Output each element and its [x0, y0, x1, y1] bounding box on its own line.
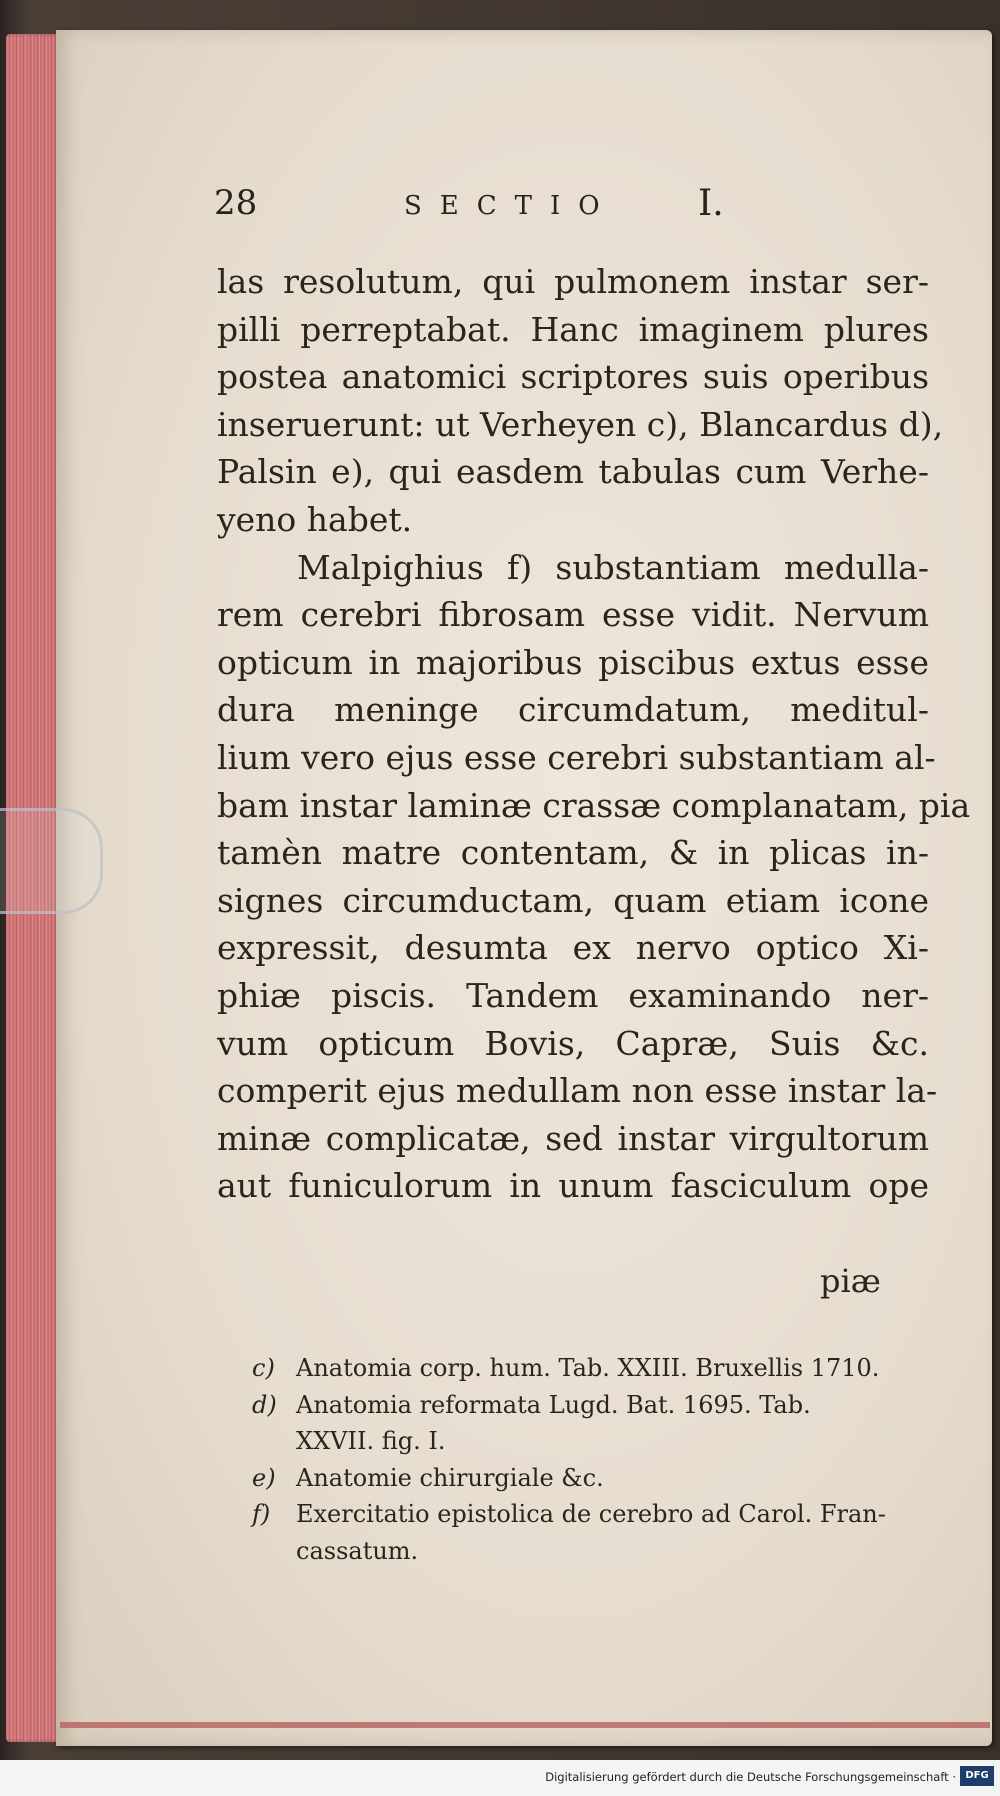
page-number: 28: [214, 183, 258, 223]
text-line: dura meninge circumdatum, meditul-: [217, 690, 929, 730]
text-line: rem cerebri fibrosam esse vidit. Nervum: [217, 595, 929, 635]
text-line: expressit, desumta ex nervo optico Xi-: [217, 928, 929, 968]
text-line: Palsin e), qui easdem tabulas cum Verhe-: [217, 452, 929, 492]
footnote-mark: f): [252, 1500, 271, 1528]
footnote-mark: e): [252, 1463, 276, 1492]
footnote: [252, 1460, 942, 1497]
text-line: signes circumductam, quam etiam icone: [217, 880, 929, 920]
footnote: [252, 1350, 942, 1387]
text-line: yeno habet.: [217, 499, 413, 539]
footnote-text: Anatomia corp. hum. Tab. XXIII. Bruxellis 1710.: [296, 1354, 880, 1382]
footnote-mark: c): [252, 1354, 275, 1382]
text-line: postea anatomici scriptores suis operibus: [217, 357, 929, 397]
footnote-continuation: cassatum.: [296, 1536, 419, 1565]
footnote-mark: d): [252, 1390, 277, 1419]
page-clip: [0, 808, 103, 914]
text-line: las resolutum, qui pulmonem instar ser-: [217, 262, 929, 301]
text-line: phiæ piscis. Tandem examinando ner-: [217, 975, 929, 1015]
footnote-continuation: XXVII. fig. I.: [296, 1427, 446, 1455]
catchword: piæ: [820, 1262, 881, 1300]
text-line: tamèn matre contentam, & in plicas in-: [217, 833, 929, 873]
footnotes: [252, 1350, 942, 1569]
footnote-text: Exercitatio epistolica de cerebro ad Carol. Fran-: [296, 1500, 886, 1528]
footnote: [252, 1496, 942, 1533]
footer-credit: Digitalisierung gefördert durch die Deutsche Forschungsgemeinschaft ·: [545, 1770, 956, 1784]
dfg-logo-icon: DFG: [960, 1766, 994, 1786]
text-line: opticum in majoribus piscibus extus esse: [217, 642, 929, 682]
section-number: I.: [698, 183, 724, 224]
footnote-text: Anatomie chirurgiale &c.: [296, 1463, 604, 1492]
page-bottom-edge: [60, 1722, 990, 1728]
section-title: SECTIO: [404, 191, 618, 221]
main-text: [217, 258, 971, 1210]
text-line: bam instar laminæ crassæ complanatam, pia: [217, 785, 971, 825]
footnote-text: Anatomia reformata Lugd. Bat. 1695. Tab.: [296, 1390, 811, 1419]
text-line: vum opticum Bovis, Capræ, Suis &c.: [217, 1023, 929, 1063]
text-line: pilli perreptabat. Hanc imaginem plures: [217, 309, 929, 349]
text-line: aut funiculorum in unum fasciculum ope: [217, 1166, 929, 1206]
footnote: [252, 1387, 942, 1424]
text-line: comperit ejus medullam non esse instar la-: [217, 1071, 938, 1111]
text-line: inseruerunt: ut Verheyen c), Blancardus d),: [217, 404, 944, 444]
text-line: Malpighius f) substantiam medulla-: [297, 547, 929, 587]
text-line: minæ complicatæ, sed instar virgultorum: [217, 1118, 929, 1158]
text-line: lium vero ejus esse cerebri substantiam al-: [217, 737, 936, 777]
digitization-footer: [0, 1760, 1000, 1796]
running-head: [214, 183, 774, 227]
